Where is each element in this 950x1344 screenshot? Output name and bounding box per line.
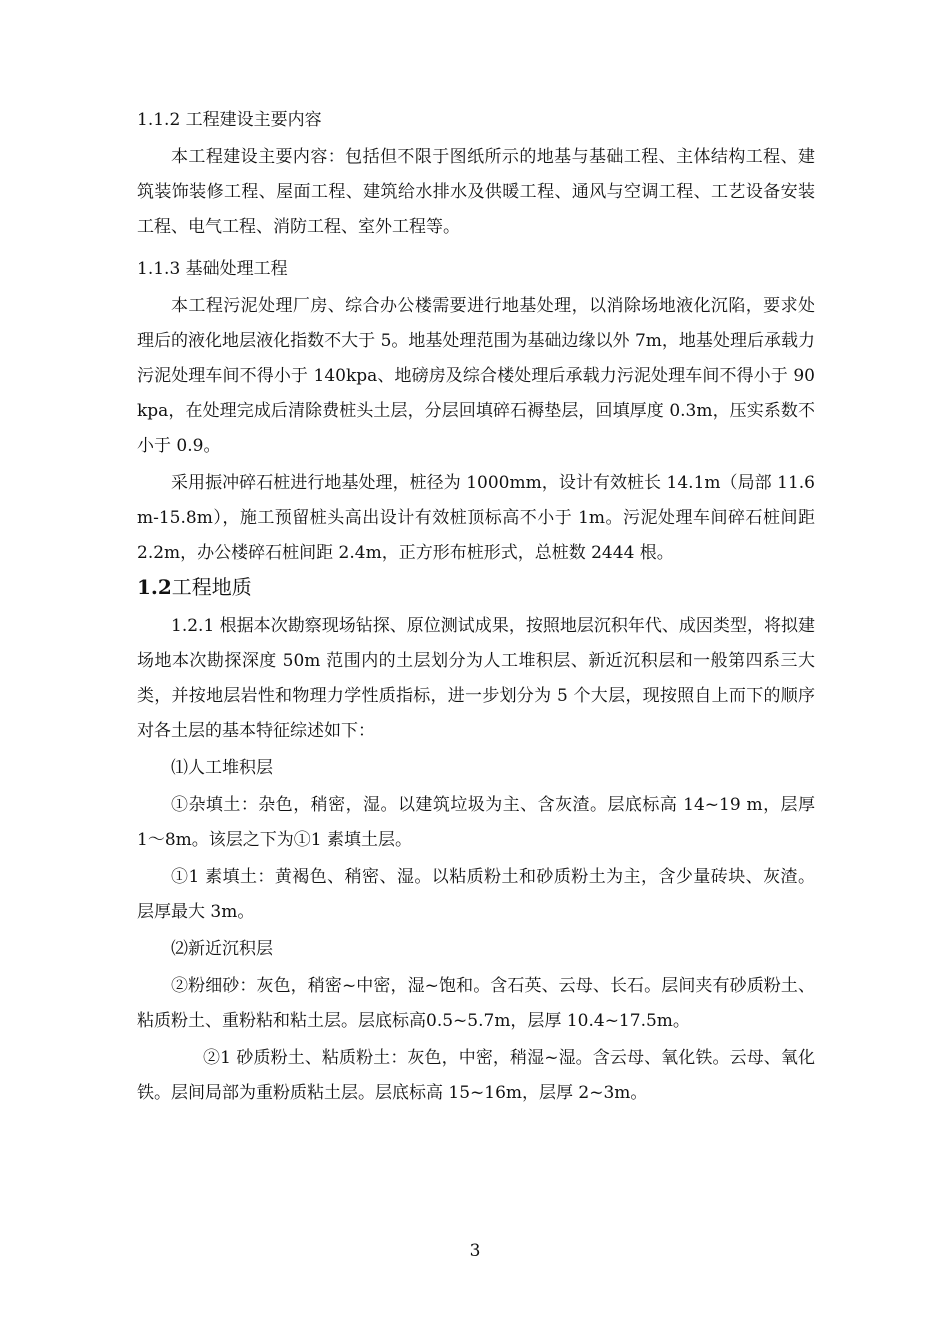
layer-miscellaneous-fill: ①杂填土：杂色，稍密，湿。以建筑垃圾为主、含灰渣。层底标高 14~19 m，层厚 1～8m。该层之下为①1 素填土层。 <box>137 795 815 850</box>
heading-1-2-number: 1.2 <box>137 575 172 599</box>
heading-1-2-text: 工程地质 <box>171 575 252 599</box>
page-number: 3 <box>469 1241 481 1261</box>
layer-recent-deposit-title: ⑵新近沉积层 <box>171 939 273 959</box>
heading-1-1-2: 1.1.2 工程建设主要内容 <box>137 110 322 130</box>
heading-1-1-3: 1.1.3 基础处理工程 <box>137 259 288 279</box>
paragraph-geology-intro: 1.2.1 根据本次勘察现场钻探、原位测试成果，按照地层沉积年代、成因类型，将拟建场地本次勘探深度 50m 范围内的土层划分为人工堆积层、新近沉积层和一般第四系三大类，并按地层岩性和物理力学性质指标，进一步划分为 5 个大层，现按照自上而下的顺序对各土层的基本特征综述如下： <box>137 616 815 741</box>
paragraph-construction-content: 本工程建设主要内容：包括但不限于图纸所示的地基与基础工程、主体结构工程、建筑装饰装修工程、屋面工程、建筑给水排水及供暖工程、通风与空调工程、工艺设备安装工程、电气工程、消防工程、室外工程等。 <box>137 147 815 237</box>
layer-fine-sand: ②粉细砂：灰色，稍密~中密，湿~饱和。含石英、云母、长石。层间夹有砂质粉土、粘质粉土、重粉粘和粘土层。层底标高0.5~5.7m，层厚 10.4~17.5m。 <box>137 976 815 1031</box>
layer-artificial-fill-title: ⑴人工堆积层 <box>171 758 273 778</box>
heading-1-2 <box>137 573 815 601</box>
layer-plain-fill: ①1 素填土：黄褐色、稍密、湿。以粘质粉土和砂质粉土为主，含少量砖块、灰渣。层厚最大 3m。 <box>137 867 815 922</box>
layer-sandy-silt: ②1 砂质粉土、粘质粉土：灰色，中密，稍湿~湿。含云母、氧化铁。云母、氧化铁。层间局部为重粉质粘土层。层底标高 15~16m，层厚 2~3m。 <box>137 1048 815 1103</box>
paragraph-foundation-treatment: 本工程污泥处理厂房、综合办公楼需要进行地基处理，以消除场地液化沉陷，要求处理后的液化地层液化指数不大于 5。地基处理范围为基础边缘以外 7m，地基处理后承载力污泥处理车间不得小于 140kpa、地磅房及综合楼处理后承载力污泥处理车间不得小于 90kpa，在处理完成后清除费桩头土层，分层回填碎石褥垫层，回填厚度 0.3m，压实系数不小于 0.9。 <box>137 296 815 456</box>
paragraph-vibro-stone-column: 采用振冲碎石桩进行地基处理，桩径为 1000mm，设计有效桩长 14.1m（局部 11.6m-15.8m），施工预留桩头高出设计有效桩顶标高不小于 1m。污泥处理车间碎石桩间距 2.2m，办公楼碎石桩间距 2.4m，正方形布桩形式，总桩数 2444 根。 <box>137 473 815 563</box>
document-page <box>137 108 815 1113</box>
